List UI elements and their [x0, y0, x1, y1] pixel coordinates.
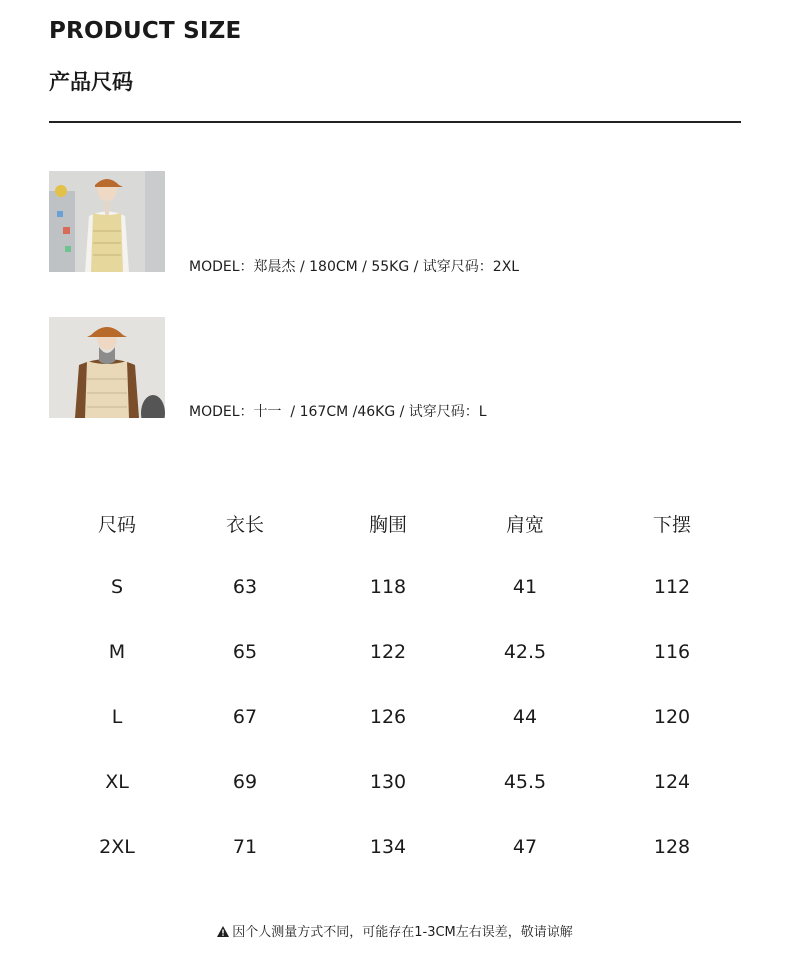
table-cell: 65 [232, 641, 258, 663]
table-cell: 130 [369, 771, 407, 793]
table-header-shoulder: 肩宽 [505, 514, 544, 536]
table-cell: 122 [369, 641, 407, 663]
table-cell: 118 [369, 576, 407, 598]
table-cell: 42.5 [503, 641, 547, 663]
table-cell: 112 [653, 576, 691, 598]
table-cell: 124 [653, 771, 691, 793]
table-cell: 128 [653, 836, 691, 858]
table-cell: 44 [512, 706, 538, 728]
table-cell: L [111, 706, 123, 728]
table-cell: 126 [369, 706, 407, 728]
model-photo-1 [49, 171, 165, 272]
page-title-en: PRODUCT SIZE [49, 18, 242, 44]
table-cell: 116 [653, 641, 691, 663]
table-cell: 120 [653, 706, 691, 728]
table-cell: 71 [232, 836, 258, 858]
table-header-chest: 胸围 [368, 514, 407, 536]
page-title-cn: 产品尺码 [49, 70, 133, 94]
divider [49, 121, 741, 123]
table-cell: 2XL [99, 836, 135, 858]
table-cell: M [108, 641, 126, 663]
table-cell: S [110, 576, 124, 598]
table-cell: 45.5 [503, 771, 547, 793]
table-header-hem: 下摆 [652, 514, 691, 536]
table-cell: 41 [512, 576, 538, 598]
table-cell: 63 [232, 576, 258, 598]
measurement-note-text: 因个人测量方式不同，可能存在1-3CM左右误差，敬请谅解 [232, 925, 573, 940]
model-info-2: MODEL：十一 / 167CM /46KG / 试穿尺码：L [189, 404, 487, 420]
model-info-1: MODEL：郑晨杰 / 180CM / 55KG / 试穿尺码：2XL [189, 259, 520, 275]
table-cell: 67 [232, 706, 258, 728]
measurement-note [0, 921, 790, 941]
table-header-size: 尺码 [97, 514, 136, 536]
model-photo-2 [49, 317, 165, 418]
table-cell: XL [105, 771, 129, 793]
table-cell: 69 [232, 771, 258, 793]
table-cell: 134 [369, 836, 407, 858]
table-cell: 47 [512, 836, 538, 858]
warning-triangle-icon [217, 926, 229, 941]
table-header-length: 衣长 [225, 514, 264, 536]
